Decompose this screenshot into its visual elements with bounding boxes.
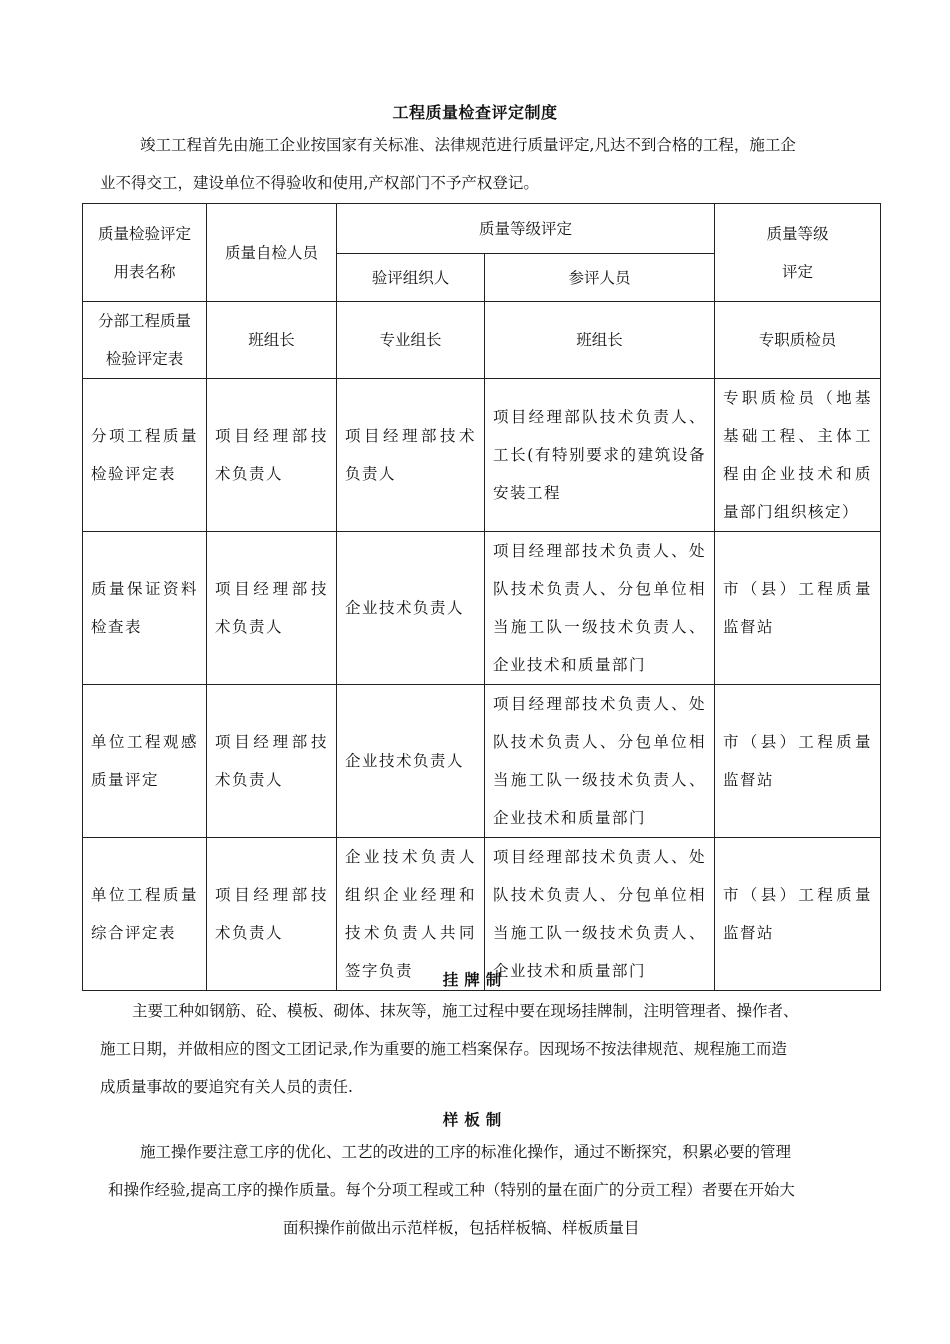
sample-paragraph — [108, 1133, 898, 1247]
header-participants: 参评人员 — [485, 254, 715, 302]
sample-line-2: 和操作经验,提高工序的操作质量。每个分项工程或工种（特别的量在面广的分贡工程）者要在开始大 — [108, 1181, 795, 1199]
table-cell: 单位工程质量综合评定表 — [83, 838, 207, 991]
signage-line-1: 主要工种如钢筋、砼、模板、砌体、抹灰等，施工过程中要在现场挂牌制，注明管理者、操作者、 — [132, 1002, 799, 1020]
table-cell: 市（县）工程质量监督站 — [715, 838, 881, 991]
table-cell: 企业技术负责人组织企业经理和技术负责人共同签字负责 — [337, 838, 485, 991]
intro-line-1: 竣工工程首先由施工企业按国家有关标准、法律规范进行质量评定,凡达不到合格的工程，施工企 — [140, 136, 796, 154]
signage-line-2: 施工日期，并做相应的图文工团记录,作为重要的施工档案保存。因现场不按法律规范、规程施工而造 — [100, 1040, 787, 1058]
table-cell: 单位工程观感质量评定 — [83, 685, 207, 838]
header-grade-evaluation: 质量等级评定 — [337, 204, 715, 254]
table-cell: 市（县）工程质量监督站 — [715, 685, 881, 838]
table-cell: 项目经理部技术负责人 — [337, 379, 485, 532]
table-cell: 项目经理部队技术负责人、工长(有特别要求的建筑设备安装工程 — [485, 379, 715, 532]
section-title-signage: 挂牌制 — [442, 971, 508, 989]
signage-paragraph — [100, 992, 890, 1106]
table-cell: 项目经理部技术负责人 — [207, 838, 337, 991]
section-title-sample: 样板制 — [442, 1111, 508, 1129]
header-quality-grade: 质量等级 评定 — [715, 204, 881, 302]
header-self-inspector: 质量自检人员 — [207, 204, 337, 302]
quality-grade-table — [82, 203, 881, 991]
table-cell: 班组长 — [485, 302, 715, 379]
table-cell: 专职质检员（地基基础工程、主体工程由企业技术和质量部门组织核定） — [715, 379, 881, 532]
table-cell: 项目经理部技术负责人、处队技术负责人、分包单位相当施工队一级技术负责人、企业技术和质量部门 — [485, 838, 715, 991]
intro-paragraph — [100, 126, 870, 202]
intro-line-2: 业不得交工，建设单位不得验收和使用,产权部门不予产权登记。 — [100, 174, 539, 192]
table-cell: 项目经理部技术负责人 — [207, 379, 337, 532]
sample-line-1: 施工操作要注意工序的优化、工艺的改进的工序的标准化操作，通过不断探究，积累必要的管理 — [140, 1143, 792, 1161]
table-cell: 专业组长 — [337, 302, 485, 379]
header-organizer: 验评组织人 — [337, 254, 485, 302]
table-cell: 项目经理部技术负责人 — [207, 532, 337, 685]
table-cell: 项目经理部技术负责人 — [207, 685, 337, 838]
table-cell: 质量保证资料检查表 — [83, 532, 207, 685]
table-cell: 项目经理部技术负责人、处队技术负责人、分包单位相当施工队一级技术负责人、企业技术和质量部门 — [485, 532, 715, 685]
table-cell: 分部工程质量检验评定表 — [83, 302, 207, 379]
sample-line-3: 面积操作前做出示范样板，包括样板犒、样板质量目 — [283, 1219, 640, 1237]
document-title: 工程质量检查评定制度 — [392, 103, 558, 122]
table-cell: 分项工程质量检验评定表 — [83, 379, 207, 532]
table-cell: 专职质检员 — [715, 302, 881, 379]
table-cell: 企业技术负责人 — [337, 685, 485, 838]
table-cell: 市（县）工程质量监督站 — [715, 532, 881, 685]
signage-line-3: 成质量事故的要追究有关人员的责任. — [100, 1078, 353, 1096]
header-form-name: 质量检验评定用表名称 — [83, 204, 207, 302]
table-cell: 项目经理部技术负责人、处队技术负责人、分包单位相当施工队一级技术负责人、企业技术和质量部门 — [485, 685, 715, 838]
table-cell: 班组长 — [207, 302, 337, 379]
table-cell: 企业技术负责人 — [337, 532, 485, 685]
